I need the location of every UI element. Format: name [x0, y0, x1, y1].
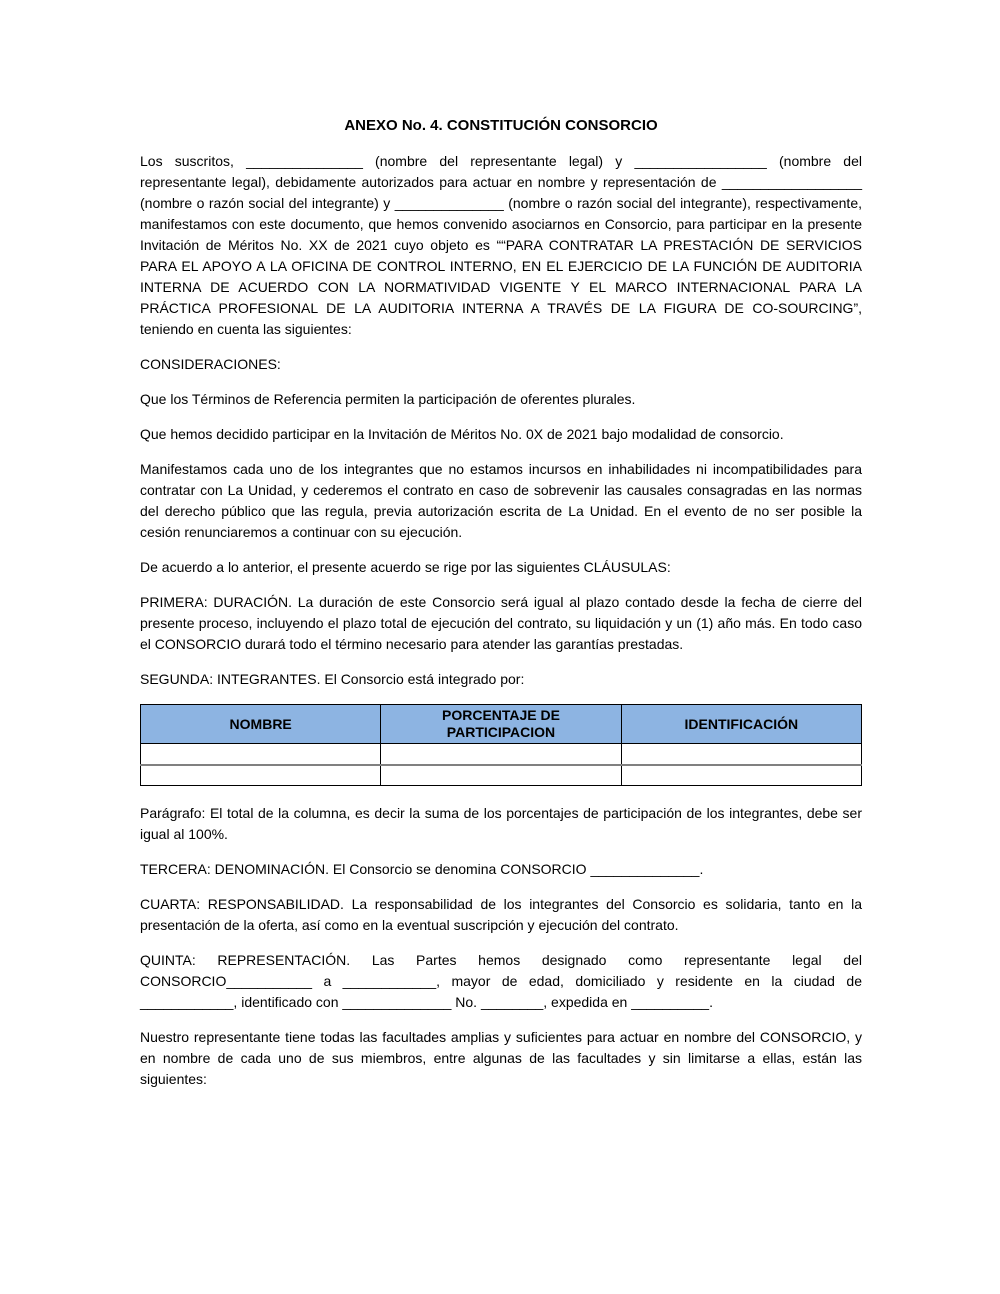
clause-segunda-integrantes: SEGUNDA: INTEGRANTES. El Consorcio está integrado por: [140, 671, 525, 687]
integrantes-table [140, 704, 862, 786]
table-header-row [141, 705, 862, 744]
table-row [141, 744, 862, 765]
table-header-nombre: NOMBRE [141, 705, 381, 744]
paragraph-consideracion-inhabilidades: Manifestamos cada uno de los integrantes que no estamos incursos en inhabilidades ni incompatibilidades para contratar con La Unidad, y cederemos el contrato en caso de sobrevenir las causales consagradas en las normas del derecho público que las regula, previa autorización escrita de La Unidad. En el evento de no ser posible la cesión renunciaremos a continuar con su ejecución. [140, 461, 862, 540]
table-cell-nombre-1[interactable] [141, 744, 381, 765]
clause-primera-duracion: PRIMERA: DURACIÓN. La duración de este Consorcio será igual al plazo contado desde la fecha de cierre del presente proceso, incluyendo el plazo total de ejecución del contrato, su liquidación y un (1) año más. En todo caso el CONSORCIO durará todo el término necesario para atender las garantías prestadas. [140, 594, 862, 652]
table-cell-identificacion-2[interactable] [621, 765, 861, 786]
clause-quinta-representacion: QUINTA: REPRESENTACIÓN. Las Partes hemos designado como representante legal del CONSORCIO___________ a ____________, mayor de edad, domiciliado y residente en la ciudad de ____________, identificado con ______________ No. ________, expedida en __________. [140, 952, 862, 1010]
paragraph-acuerdo-clausulas: De acuerdo a lo anterior, el presente acuerdo se rige por las siguientes CLÁUSULAS: [140, 559, 671, 575]
document-title: ANEXO No. 4. CONSTITUCIÓN CONSORCIO [344, 117, 658, 134]
paragraph-facultades-representante: Nuestro representante tiene todas las facultades amplias y suficientes para actuar en nombre del CONSORCIO, y en nombre de cada uno de sus miembros, entre algunas de las facultades y sin limitarse a ellas, están las siguientes: [140, 1029, 862, 1087]
table-cell-nombre-2[interactable] [141, 765, 381, 786]
table-cell-porcentaje-1[interactable] [381, 744, 621, 765]
clause-paragrafo-total-columna: Parágrafo: El total de la columna, es decir la suma de los porcentajes de participación de los integrantes, debe ser igual al 100%. [140, 805, 862, 842]
paragraph-consideracion-invitacion-meritos: Que hemos decidido participar en la Invitación de Méritos No. 0X de 2021 bajo modalidad de consorcio. [140, 426, 784, 442]
table-header-porcentaje-participacion: PORCENTAJE DE PARTICIPACION [381, 705, 621, 744]
table-header-identificacion: IDENTIFICACIÓN [621, 705, 861, 744]
clause-tercera-denominacion: TERCERA: DENOMINACIÓN. El Consorcio se denomina CONSORCIO ______________. [140, 861, 704, 877]
table-cell-identificacion-1[interactable] [621, 744, 861, 765]
integrantes-table-header [141, 705, 862, 744]
heading-consideraciones: CONSIDERACIONES: [140, 356, 281, 372]
clause-cuarta-responsabilidad: CUARTA: RESPONSABILIDAD. La responsabilidad de los integrantes del Consorcio es solidaria, tanto en la presentación de la oferta, así como en la eventual suscripción y ejecución del contrato. [140, 896, 862, 933]
table-row [141, 765, 862, 786]
paragraph-los-suscritos: Los suscritos, _______________ (nombre del representante legal) y _________________ (nombre del representante legal), debidamente autorizados para actuar en nombre y representación de __________________ (nombre o razón social del integrante) y ______________ (nombre o razón social del integrante), respectivamente, manifestamos con este documento, que hemos convenido asociarnos en Consorcio, para participar en la presente Invitación de Méritos No. XX de 2021 cuyo objeto es ““PARA CONTRATAR LA PRESTACIÓN DE SERVICIOS PARA EL APOYO A LA OFICINA DE CONTROL INTERNO, EN EL EJERCICIO DE LA FUNCIÓN DE AUDITORIA INTERNA DE ACUERDO CON LA NORMATIVIDAD VIGENTE Y EL MARCO INTERNACIONAL PARA LA PRÁCTICA PROFESIONAL DE LA AUDITORIA INTERNA A TRAVÉS DE LA FIGURA DE CO-SOURCING”, teniendo en cuenta las siguientes: [140, 153, 862, 337]
table-cell-porcentaje-2[interactable] [381, 765, 621, 786]
paragraph-consideracion-oferentes-plurales: Que los Términos de Referencia permiten la participación de oferentes plurales. [140, 391, 636, 407]
